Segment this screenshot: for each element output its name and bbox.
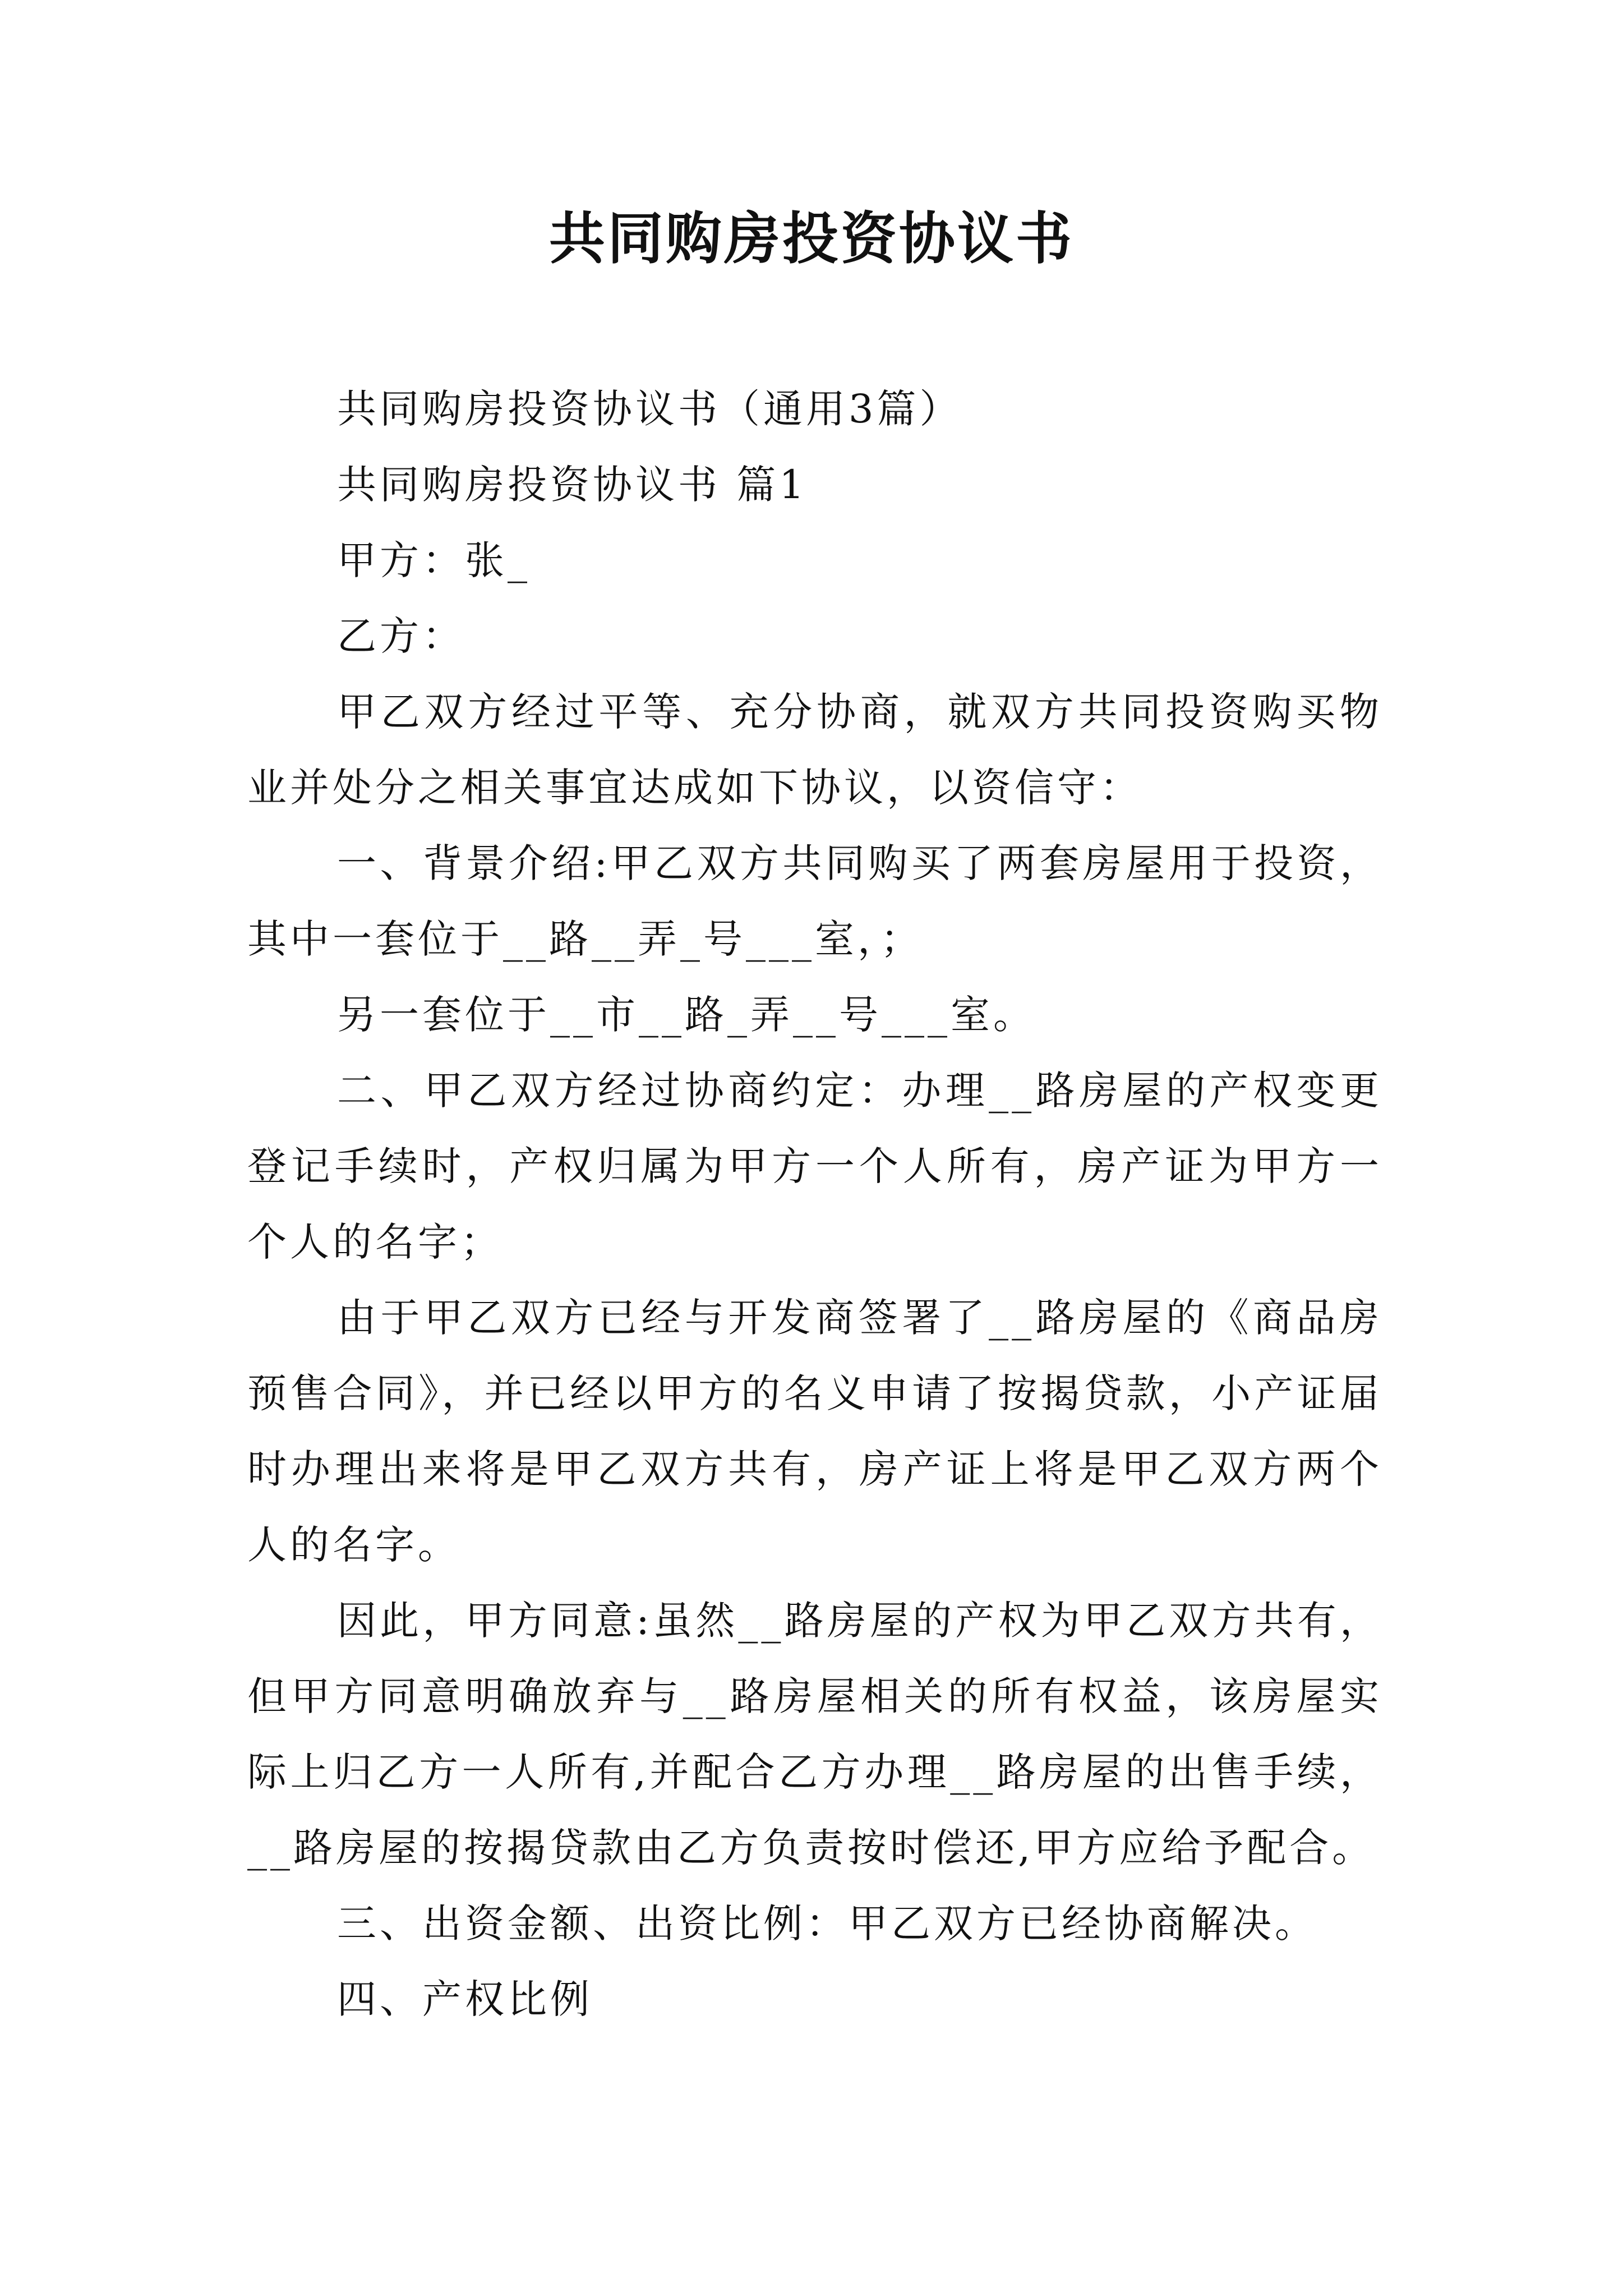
paragraph-section-heading: 共同购房投资协议书 篇1 bbox=[337, 462, 808, 508]
document-title: 共同购房投资协议书 bbox=[549, 205, 1074, 272]
paragraph-clause-1: 一、背景介绍:甲乙双方共同购买了两套房屋用于投资，其中一套位于__路__弄_号___室，； bbox=[247, 840, 1382, 962]
paragraph-preamble: 甲乙双方经过平等、充分协商，就双方共同投资购买物业并处分之相关事宜达成如下协议，以资信守： bbox=[247, 689, 1382, 811]
paragraph-clause-2-consent: 因此，甲方同意:虽然__路房屋的产权为甲乙双方共有，但甲方同意明确放弃与__路房屋相关的所有权益，该房屋实际上归乙方一人所有,并配合乙方办理__路房屋的出售手续，__路房屋的按揭贷款由乙方负责按时偿还,甲方应给予配合。 bbox=[247, 1598, 1382, 1871]
paragraph-clause-3: 三、出资金额、出资比例：甲乙双方已经协商解决。 bbox=[337, 1901, 1317, 1947]
paragraph-party-b: 乙方： bbox=[337, 613, 465, 659]
paragraph-subtitle: 共同购房投资协议书（通用3篇） bbox=[337, 386, 962, 432]
document-body bbox=[247, 371, 1382, 2037]
paragraph-clause-1-second-property: 另一套位于__市__路_弄__号___室。 bbox=[337, 992, 1036, 1038]
paragraph-clause-4: 四、产权比例 bbox=[337, 1976, 593, 2022]
paragraph-clause-2-detail: 由于甲乙双方已经与开发商签署了__路房屋的《商品房预售合同》，并已经以甲方的名义申请了按揭贷款，小产证届时办理出来将是甲乙双方共有，房产证上将是甲乙双方两个人的名字。 bbox=[247, 1295, 1382, 1568]
paragraph-party-a: 甲方：张_ bbox=[337, 537, 531, 583]
paragraph-clause-2: 二、甲乙双方经过协商约定：办理__路房屋的产权变更登记手续时，产权归属为甲方一个人所有，房产证为甲方一个人的名字； bbox=[247, 1068, 1382, 1265]
